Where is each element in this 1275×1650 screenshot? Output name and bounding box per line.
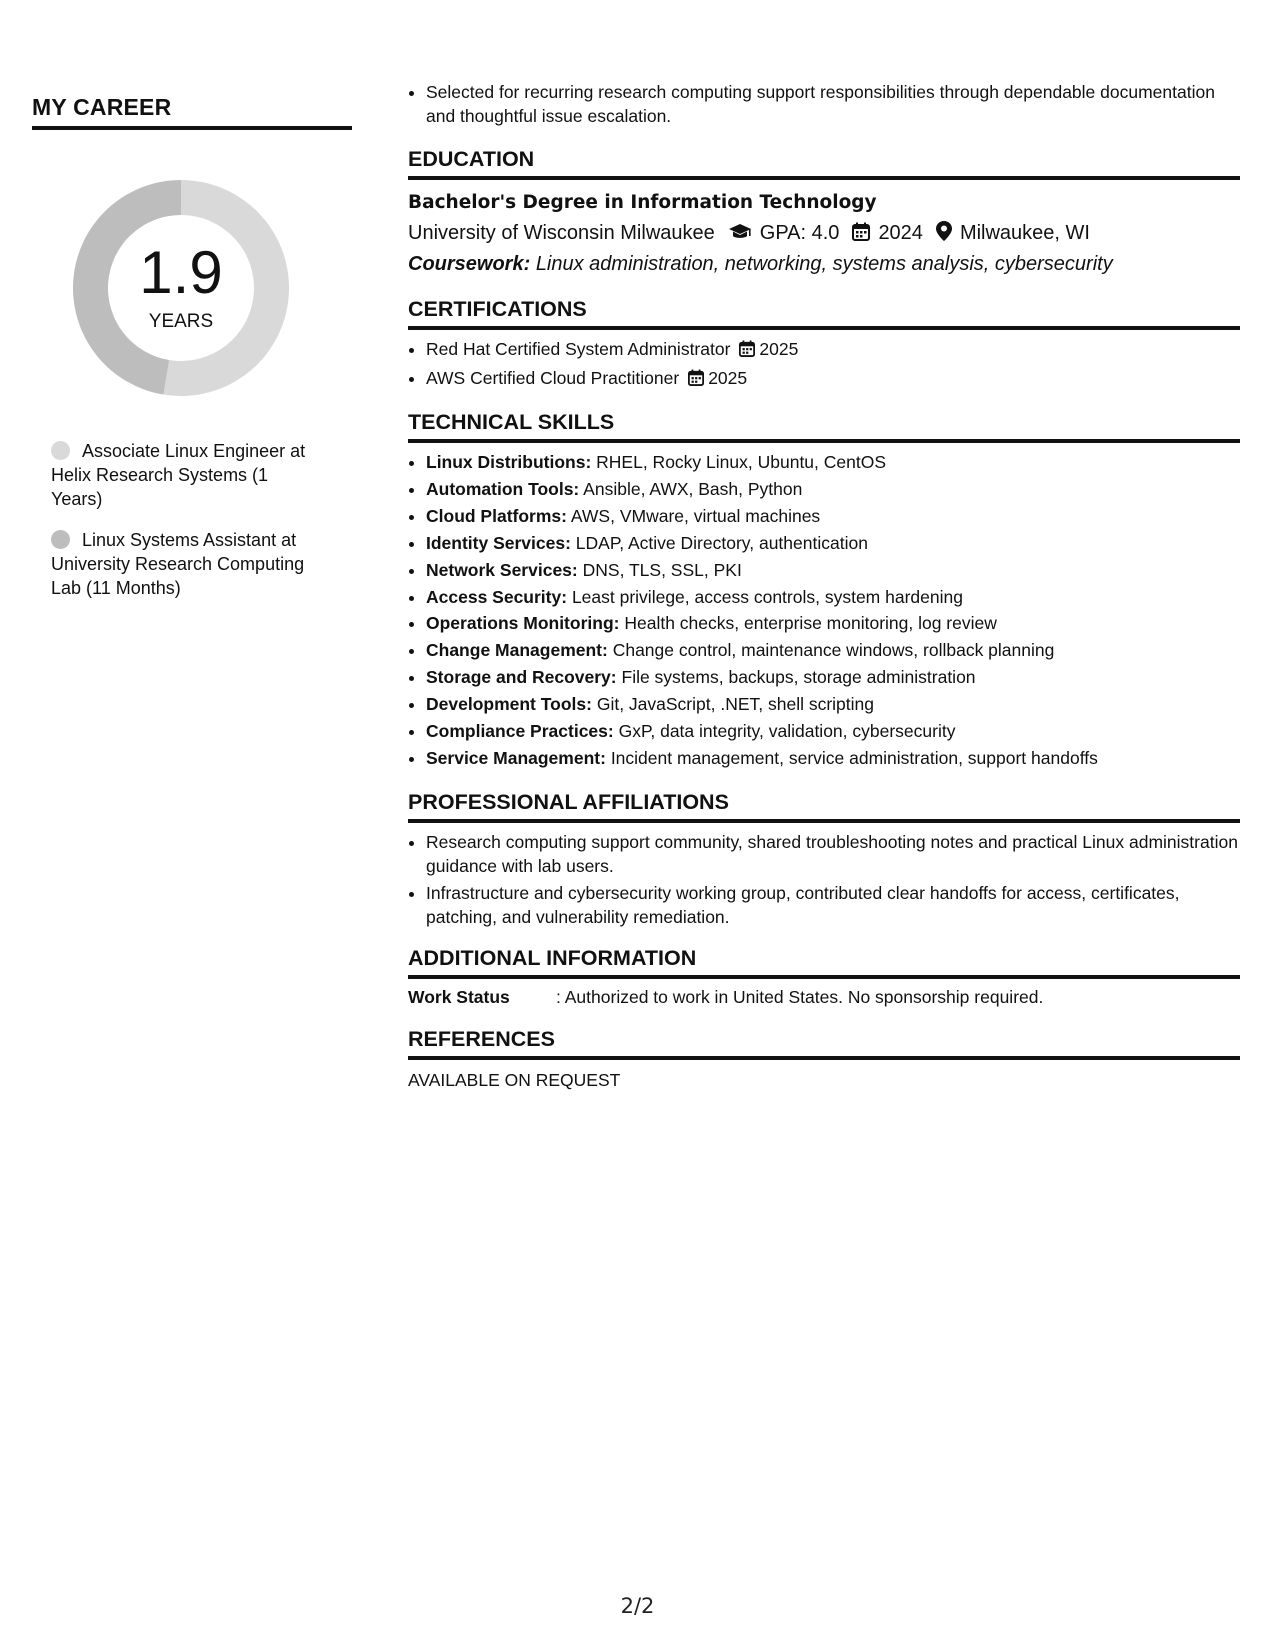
skill-label: Cloud Platforms: xyxy=(426,505,567,526)
certification-year: 2025 xyxy=(708,368,748,388)
career-donut-chart xyxy=(66,173,296,403)
experience-bullet: • Selected for recurring research computing support responsibilities through dependable documentation and thoughtful issue escalation. xyxy=(426,80,1240,128)
certification-item xyxy=(426,336,1240,365)
skill-item xyxy=(426,664,1240,691)
skill-label: Linux Distributions: xyxy=(426,452,592,472)
career-legend xyxy=(32,439,352,600)
skill-value: GxP, data integrity, validation, cybersecurity xyxy=(618,721,956,742)
affiliations-list xyxy=(408,830,1240,929)
page-number: 2/2 xyxy=(620,1594,655,1618)
coursework xyxy=(408,249,1240,279)
skill-item xyxy=(426,530,1240,557)
skill-value: Health checks, enterprise monitoring, log review xyxy=(624,613,997,634)
skill-item xyxy=(426,610,1240,637)
skill-item xyxy=(426,449,1240,476)
skill-item xyxy=(426,691,1240,718)
skill-label: Compliance Practices: xyxy=(426,721,614,742)
skill-label: Access Security: xyxy=(426,586,568,607)
affiliation-item: • Research computing support community, shared troubleshooting notes and practical Linux administration guidance with lab users. xyxy=(426,830,1240,878)
career-sidebar xyxy=(32,94,352,617)
skill-label: Service Management: xyxy=(426,747,606,768)
skill-value: Incident management, service administration, support handoffs xyxy=(610,747,1098,768)
skill-item xyxy=(426,584,1240,611)
affiliations-section xyxy=(408,788,1240,929)
references-text: AVAILABLE ON REQUEST xyxy=(408,1069,621,1090)
education-title: EDUCATION xyxy=(408,145,1240,180)
skill-value: Change control, maintenance windows, rollback planning xyxy=(612,640,1055,661)
skills-list xyxy=(408,449,1240,772)
skill-value: File systems, backups, storage administration xyxy=(621,667,976,688)
skills-title: TECHNICAL SKILLS xyxy=(408,408,1240,443)
affiliation-item: • Infrastructure and cybersecurity working group, contributed clear handoffs for access, certificates, patching, and vulnerability remediation. xyxy=(426,881,1240,929)
skill-item xyxy=(426,476,1240,503)
skill-label: Network Services: xyxy=(426,559,578,580)
degree-name: Bachelor's Degree in Information Technology xyxy=(408,192,877,213)
map-pin-icon xyxy=(936,221,952,249)
education-section xyxy=(408,145,1240,279)
certification-year: 2025 xyxy=(759,339,799,359)
career-legend-item xyxy=(51,439,321,511)
skill-item xyxy=(426,557,1240,584)
main-column xyxy=(408,80,1240,1092)
coursework-text: Linux administration, networking, systems analysis, cybersecurity xyxy=(535,253,1113,275)
skill-label: Storage and Recovery: xyxy=(426,667,617,688)
skill-value: Ansible, AWX, Bash, Python xyxy=(583,478,803,499)
skill-value: DNS, TLS, SSL, PKI xyxy=(582,559,742,580)
certification-name: Red Hat Certified System Administrator xyxy=(426,339,731,359)
additional-title: ADDITIONAL INFORMATION xyxy=(408,944,1240,979)
career-heading: MY CAREER xyxy=(32,94,352,130)
certifications-title: CERTIFICATIONS xyxy=(408,295,1240,330)
experience-bullets xyxy=(408,80,1240,128)
skill-value: RHEL, Rocky Linux, Ubuntu, CentOS xyxy=(596,452,887,472)
skill-label: Change Management: xyxy=(426,640,608,661)
career-legend-text: Associate Linux Engineer at Helix Research Systems (1 Years) xyxy=(51,441,306,509)
skill-value: AWS, VMware, virtual machines xyxy=(570,505,821,526)
coursework-label: Coursework: xyxy=(408,253,531,275)
skill-item xyxy=(426,718,1240,745)
graduation-year: 2024 xyxy=(878,222,923,244)
additional-section xyxy=(408,944,1240,1009)
work-status-label: Work Status xyxy=(408,986,510,1007)
skill-value: LDAP, Active Directory, authentication xyxy=(575,532,868,553)
references-section xyxy=(408,1025,1240,1092)
skills-section xyxy=(408,408,1240,772)
certifications-section xyxy=(408,295,1240,394)
education-meta xyxy=(408,219,1240,249)
certification-item xyxy=(426,365,1240,394)
affiliations-title: PROFESSIONAL AFFILIATIONS xyxy=(408,788,1240,823)
total-years-value: 1.9 xyxy=(139,239,223,306)
calendar-icon xyxy=(688,367,704,394)
skill-value: Git, JavaScript, .NET, shell scripting xyxy=(596,694,874,715)
skill-label: Operations Monitoring: xyxy=(426,613,620,634)
certification-name: AWS Certified Cloud Practitioner xyxy=(426,368,680,388)
skill-label: Identity Services: xyxy=(426,532,571,553)
gpa-text: GPA: 4.0 xyxy=(759,222,840,244)
work-status-value: : Authorized to work in United States. No sponsorship required. xyxy=(556,986,1044,1007)
certifications-list xyxy=(408,336,1240,394)
school-location: Milwaukee, WI xyxy=(959,222,1090,244)
calendar-icon xyxy=(852,221,870,249)
legend-dot-icon xyxy=(51,441,70,460)
calendar-icon xyxy=(739,338,755,365)
donut-center xyxy=(66,173,296,403)
skill-item xyxy=(426,637,1240,664)
skill-label: Automation Tools: xyxy=(426,478,580,499)
references-title: REFERENCES xyxy=(408,1025,1240,1060)
career-legend-text: Linux Systems Assistant at University Research Computing Lab (11 Months) xyxy=(51,530,305,598)
school-name: University of Wisconsin Milwaukee xyxy=(408,222,715,244)
skill-item xyxy=(426,503,1240,530)
skill-item xyxy=(426,745,1240,772)
skill-value: Least privilege, access controls, system hardening xyxy=(571,586,963,607)
skill-label: Development Tools: xyxy=(426,694,592,715)
graduation-cap-icon xyxy=(728,221,752,249)
total-years-unit: YEARS xyxy=(148,311,214,332)
work-status-row xyxy=(408,985,1240,1009)
legend-dot-icon xyxy=(51,530,70,549)
career-legend-item xyxy=(51,528,321,600)
